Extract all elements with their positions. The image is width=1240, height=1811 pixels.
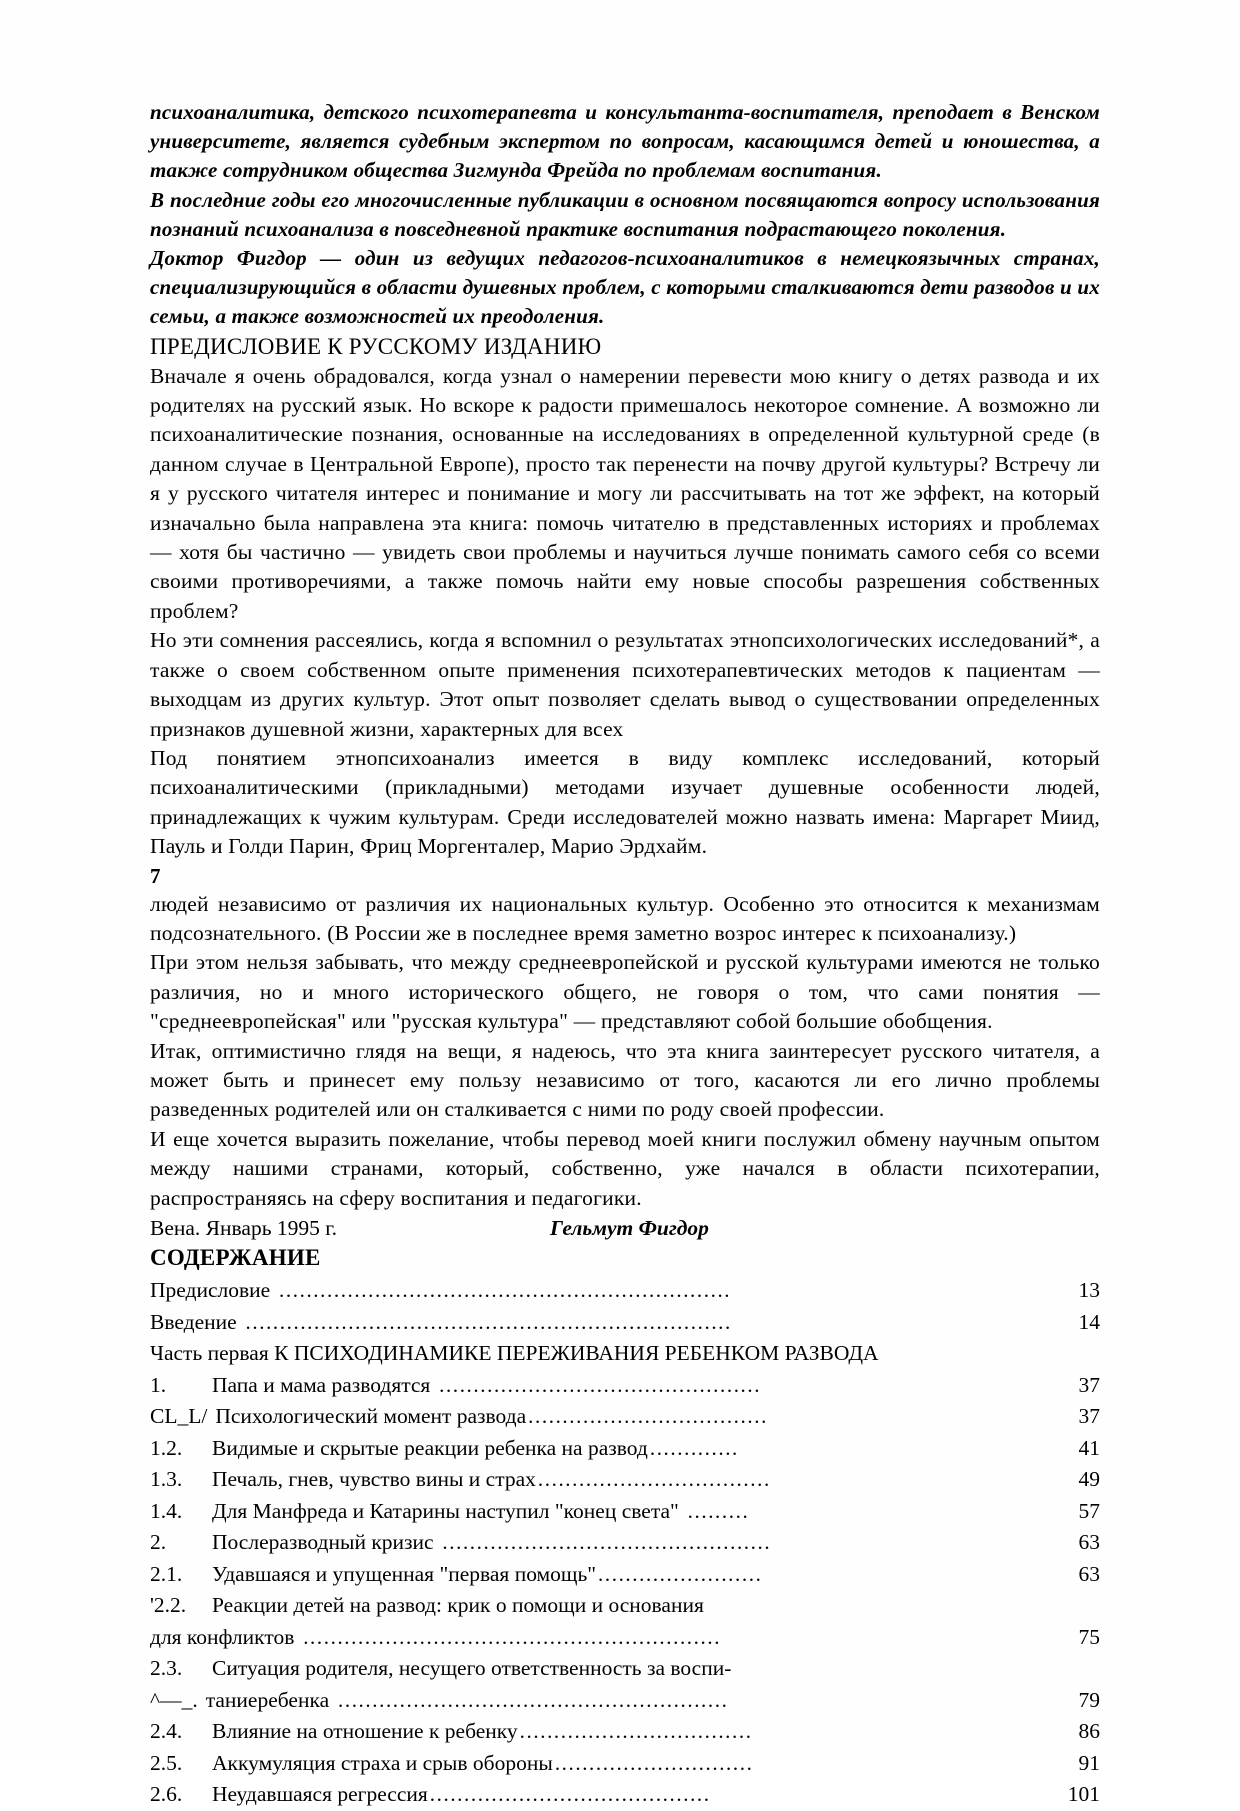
toc-entry-title: Ситуация родителя, несущего ответственность за воспи- bbox=[212, 1656, 732, 1680]
toc-entry-number-artifact: ^—_. bbox=[150, 1687, 198, 1712]
toc-dot-leader: ............................................... bbox=[432, 1372, 762, 1397]
toc-entry-2-2-continuation[interactable] bbox=[150, 1622, 1100, 1654]
toc-entry-title: Реакции детей на развод: крик о помощи и основания bbox=[212, 1593, 704, 1617]
toc-entry-title: Влияние на отношение к ребенку bbox=[212, 1719, 518, 1743]
toc-entry-title: Удавшаяся и упущенная "первая помощь" bbox=[212, 1561, 597, 1586]
page-content bbox=[150, 98, 1100, 1811]
toc-entry-page: 86 bbox=[1078, 1719, 1100, 1743]
toc-entry-page: 63 bbox=[1078, 1530, 1100, 1554]
toc-entry-2-5[interactable] bbox=[150, 1748, 1100, 1780]
toc-entry-title: Для Манфреда и Катарины наступил "конец света" bbox=[212, 1498, 679, 1523]
toc-entry-page: 101 bbox=[1067, 1782, 1100, 1806]
toc-entry-page: 79 bbox=[1078, 1687, 1100, 1712]
preface-paragraph-5: Итак, оптимистично глядя на вещи, я надеюсь, что эта книга заинтересует русского читателя, а может быть и принесет ему пользу независимо от того, касаются ли его лично проблемы разведенных родителей или он сталкивается с ними по роду своей профессии. bbox=[150, 1038, 1100, 1122]
toc-entry-page: 14 bbox=[1078, 1309, 1100, 1334]
toc-entry-page: 63 bbox=[1078, 1561, 1100, 1586]
toc-entry-title: Видимые и скрытые реакции ребенка на развод bbox=[212, 1435, 648, 1460]
toc-entry-1-2[interactable] bbox=[150, 1433, 1100, 1465]
toc-entry-page: 41 bbox=[1078, 1435, 1100, 1460]
signature-place-date: Вена. Январь 1995 г. bbox=[150, 1216, 338, 1240]
toc-entry-page: 37 bbox=[1078, 1372, 1100, 1397]
toc-entry-number: 1. bbox=[150, 1372, 167, 1397]
toc-dot-leader: ......................................... bbox=[429, 1782, 711, 1806]
toc-entry-title: для конфликтов bbox=[150, 1624, 295, 1649]
toc-entry-number: 1.2. bbox=[150, 1435, 183, 1460]
toc-dot-leader: ................................................ bbox=[435, 1530, 772, 1554]
toc-entry-title: Введение bbox=[150, 1309, 237, 1334]
toc-entry-2-3-continuation[interactable] bbox=[150, 1685, 1100, 1717]
toc-entry-number: 1.4. bbox=[150, 1498, 183, 1523]
toc-entry-predislovie[interactable] bbox=[150, 1275, 1100, 1307]
toc-entry-number: 2.3. bbox=[150, 1656, 183, 1680]
table-of-contents bbox=[150, 1275, 1100, 1811]
toc-entry-page: 37 bbox=[1078, 1404, 1100, 1428]
footnote-ethnopsychoanalysis: Под понятием этнопсихоанализ имеется в виду комплекс исследований, который психоаналитическими (прикладными) методами изучает душевные особенности людей, принадлежащих к чужим культурам. Среди исследователей можно назвать имена: Маргарет Миид, Пауль и Голди Парин, Фриц Моргенталер, Марио Эрдхайм. bbox=[150, 745, 1100, 859]
bio-paragraph-1: психоаналитика, детского психотерапевта и консультанта-воспитателя, преподает в Венском университете, является судебным экспертом по вопросам, касающимся детей и юношества, а также сотрудником общества Зигмунда Фрейда по проблемам воспитания. bbox=[150, 100, 1100, 183]
toc-entry-page: 91 bbox=[1078, 1750, 1100, 1775]
toc-dot-leader: ............. bbox=[649, 1435, 739, 1460]
toc-dot-leader: ............................................................. bbox=[296, 1624, 722, 1649]
toc-entry-title: Печаль, гнев, чувство вины и страх bbox=[212, 1467, 536, 1491]
signature-line bbox=[150, 1213, 1100, 1243]
toc-entry-1-1[interactable] bbox=[150, 1401, 1100, 1433]
author-bio-block bbox=[150, 98, 1100, 332]
bio-paragraph-3: Доктор Фигдор — один из ведущих педагогов-психоаналитиков в немецкоязычных странах, специализирующийся в области душевных проблем, с которыми сталкиваются дети разводов и их семьи, а также возможностей их преодоления. bbox=[150, 246, 1100, 329]
toc-entry-2-6[interactable] bbox=[150, 1779, 1100, 1811]
preface-heading: ПРЕДИСЛОВИЕ К РУССКОМУ ИЗДАНИЮ bbox=[150, 333, 602, 359]
toc-dot-leader: ........................ bbox=[598, 1561, 763, 1586]
toc-entry-number: '2.2. bbox=[150, 1593, 187, 1617]
toc-entry-2-1[interactable] bbox=[150, 1559, 1100, 1591]
preface-paragraph-6: И еще хочется выразить пожелание, чтобы перевод моей книги послужил обмену научным опытом между нашими странами, который, собственно, уже начался в области психотерапии, распространяясь на сферу воспитания и педагогики. bbox=[150, 1126, 1100, 1210]
toc-entry-number: 2.5. bbox=[150, 1750, 183, 1775]
toc-entry-2-3[interactable] bbox=[150, 1653, 1100, 1685]
toc-dot-leader: .................................. bbox=[519, 1719, 753, 1743]
toc-dot-leader: ................................... bbox=[528, 1404, 768, 1428]
preface-paragraph-4: При этом нельзя забывать, что между среднеевропейской и русской культурами имеются не только различия, но и много исторического общего, не говоря о том, что сами понятия — "среднеевропейская" или "русская культура" — представляют собой большие обобщения. bbox=[150, 950, 1100, 1034]
toc-entry-number: 2. bbox=[150, 1530, 167, 1554]
toc-dot-leader: ....................................................................... bbox=[238, 1309, 732, 1334]
toc-dot-leader: ......... bbox=[680, 1498, 750, 1523]
toc-entry-title: Предисловие bbox=[150, 1278, 271, 1302]
toc-entry-2-4[interactable] bbox=[150, 1716, 1100, 1748]
toc-heading: СОДЕРЖАНИЕ bbox=[150, 1245, 321, 1270]
toc-entry-number: 2.4. bbox=[150, 1719, 183, 1743]
toc-entry-number: 1.3. bbox=[150, 1467, 183, 1491]
toc-entry-1-4[interactable] bbox=[150, 1496, 1100, 1528]
toc-dot-leader: .................................................................. bbox=[272, 1278, 732, 1302]
toc-entry-2[interactable] bbox=[150, 1527, 1100, 1559]
toc-entry-page: 49 bbox=[1078, 1467, 1100, 1491]
toc-dot-leader: .................................. bbox=[537, 1467, 771, 1491]
toc-entry-page: 75 bbox=[1078, 1624, 1100, 1649]
toc-entry-title: Послеразводный кризис bbox=[212, 1530, 434, 1554]
toc-entry-1[interactable] bbox=[150, 1370, 1100, 1402]
toc-entry-title: Неудавшаяся регрессия bbox=[212, 1782, 428, 1806]
toc-entry-2-2[interactable] bbox=[150, 1590, 1100, 1622]
toc-entry-number: CL_L/ bbox=[150, 1404, 208, 1428]
toc-entry-page: 13 bbox=[1078, 1278, 1100, 1302]
toc-dot-leader: ............................. bbox=[554, 1750, 754, 1775]
preface-paragraph-1: Вначале я очень обрадовался, когда узнал о намерении перевести мою книгу о детях развода и их родителях на русский язык. Но вскоре к радости примешалось некоторое сомнение. А возможно ли психоаналитические познания, основанные на исследованиях в определенной культурной среде (в данном случае в Центральной Европе), просто так перенести на почву другой культуры? Встречу ли я у русского читателя интерес и понимание и могу ли рассчитывать на тот же эффект, на который изначально была направлена эта книга: помочь читателю в представленных историях и проблемах — хотя бы частично — увидеть свои проблемы и научиться лучше понимать самого себя со всеми своими противоречиями, а также помочь найти ему новые способы разрешения собственных проблем? bbox=[150, 363, 1100, 623]
toc-entry-vvedenie[interactable] bbox=[150, 1307, 1100, 1339]
toc-entry-title: Аккумуляция страха и срыв обороны bbox=[212, 1750, 553, 1775]
toc-entry-title: таниеребенка bbox=[205, 1687, 330, 1712]
toc-entry-number: 2.1. bbox=[150, 1561, 183, 1586]
preface-paragraph-2: Но эти сомнения рассеялись, когда я вспомнил о результатах этнопсихологических исследований*, а также о своем собственном опыте применения психотерапевтических методов к пациентам — выходцам из других культур. Этот опыт позволяет сделать вывод о существовании определенных признаков душевной жизни, характерных для всех bbox=[150, 628, 1100, 741]
toc-entry-title: Психологический момент развода bbox=[215, 1404, 527, 1428]
bio-paragraph-2: В последние годы его многочисленные публикации в основном посвящаются вопросу использования познаний психоанализа в повседневной практике воспитания подрастающего поколения. bbox=[150, 187, 1100, 241]
signature-author: Гельмут Фигдор bbox=[550, 1216, 709, 1240]
toc-entry-1-3[interactable] bbox=[150, 1464, 1100, 1496]
toc-dot-leader: ......................................................... bbox=[331, 1687, 729, 1712]
preface-paragraph-3: людей независимо от различия их национальных культур. Особенно это относится к механизмам подсознательного. (В России же в последнее время заметно возрос интерес к психоанализу.) bbox=[150, 891, 1100, 945]
toc-part-heading: Часть первая К ПСИХОДИНАМИКЕ ПЕРЕЖИВАНИЯ РЕБЕНКОМ РАЗВОДА bbox=[150, 1341, 879, 1365]
toc-entry-number: 2.6. bbox=[150, 1782, 183, 1806]
toc-entry-title: Папа и мама разводятся bbox=[212, 1372, 431, 1397]
page-number-marker: 7 bbox=[150, 863, 161, 888]
toc-entry-page: 57 bbox=[1078, 1498, 1100, 1523]
